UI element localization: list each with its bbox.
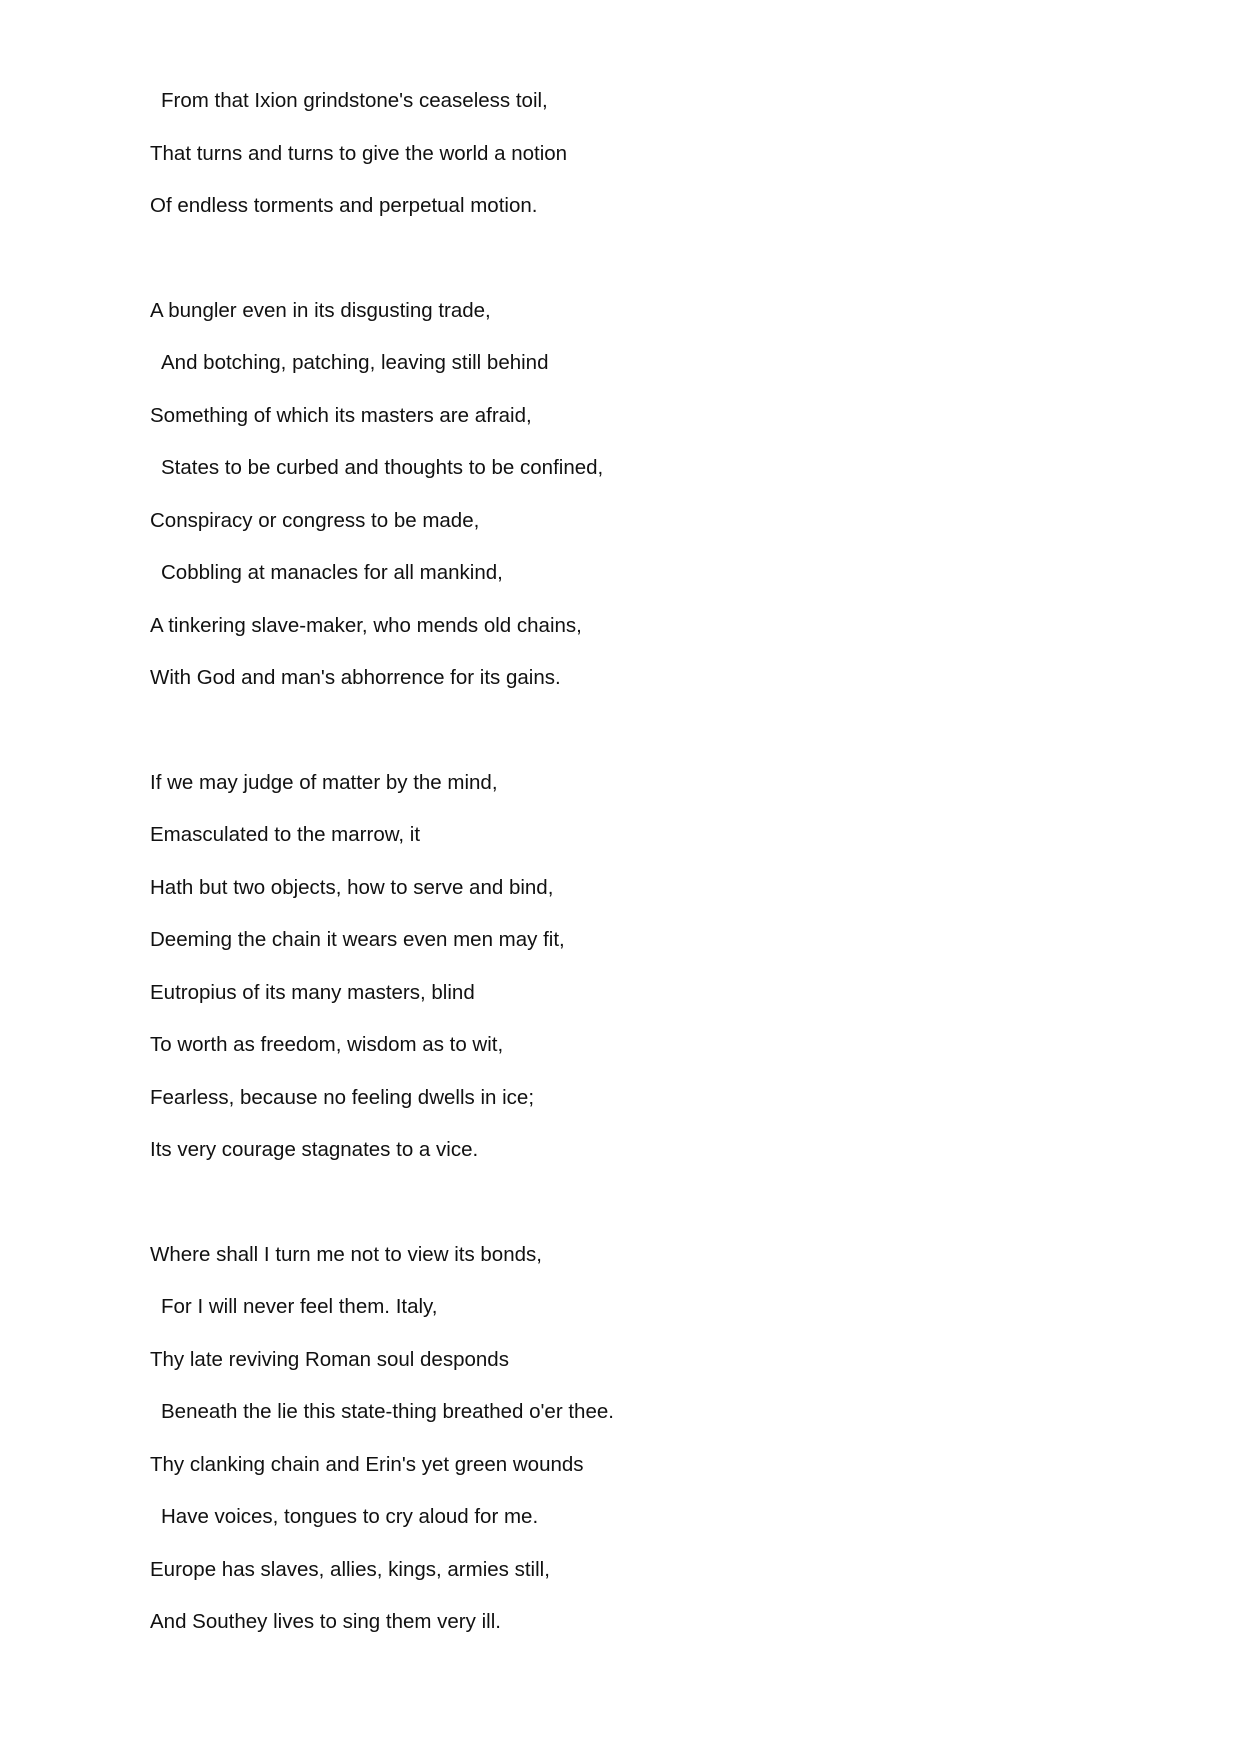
poem-line: Beneath the lie this state-thing breathed o'er thee. (161, 1400, 614, 1423)
poem-body (150, 84, 1050, 1710)
poem-line: And Southey lives to sing them very ill. (150, 1610, 501, 1633)
poem-line: Thy late reviving Roman soul desponds (150, 1347, 509, 1371)
poem-line: And botching, patching, leaving still behind (161, 351, 549, 374)
poem-line: For I will never feel them. Italy, (161, 1295, 438, 1318)
poem-line: From that Ixion grindstone's ceaseless toil, (161, 89, 548, 112)
poem-line: Of endless torments and perpetual motion. (150, 194, 538, 217)
poem-line: Deeming the chain it wears even men may fit, (150, 928, 565, 951)
poem-line: A bungler even in its disgusting trade, (150, 298, 491, 322)
poem-line: Thy clanking chain and Erin's yet green wounds (150, 1452, 584, 1476)
poem-line: A tinkering slave-maker, who mends old chains, (150, 613, 582, 637)
poem-line: Fearless, because no feeling dwells in ice; (150, 1085, 535, 1109)
poem-line: Cobbling at manacles for all mankind, (161, 561, 503, 584)
poem-line: That turns and turns to give the world a notion (150, 141, 568, 165)
poem-line: Have voices, tongues to cry aloud for me. (161, 1505, 539, 1528)
poem-line: Europe has slaves, allies, kings, armies still, (150, 1557, 550, 1581)
stanza-1 (150, 84, 1050, 242)
poem-line: Its very courage stagnates to a vice. (150, 1138, 479, 1161)
poem-line: Emasculated to the marrow, it (150, 823, 421, 846)
stanza-2 (150, 294, 1050, 714)
poem-line: Hath but two objects, how to serve and bind, (150, 875, 554, 899)
stanza-3 (150, 766, 1050, 1186)
poem-line: To worth as freedom, wisdom as to wit, (150, 1033, 504, 1056)
poem-line: Something of which its masters are afraid, (150, 403, 532, 427)
stanza-4 (150, 1238, 1050, 1658)
poem-line: With God and man's abhorrence for its gains. (150, 666, 561, 689)
poem-line: Eutropius of its many masters, blind (150, 980, 475, 1004)
poem-line: Where shall I turn me not to view its bonds, (150, 1242, 542, 1266)
poem-line: Conspiracy or congress to be made, (150, 508, 480, 532)
poem-line: States to be curbed and thoughts to be confined, (161, 456, 604, 479)
poem-line: If we may judge of matter by the mind, (150, 770, 498, 794)
